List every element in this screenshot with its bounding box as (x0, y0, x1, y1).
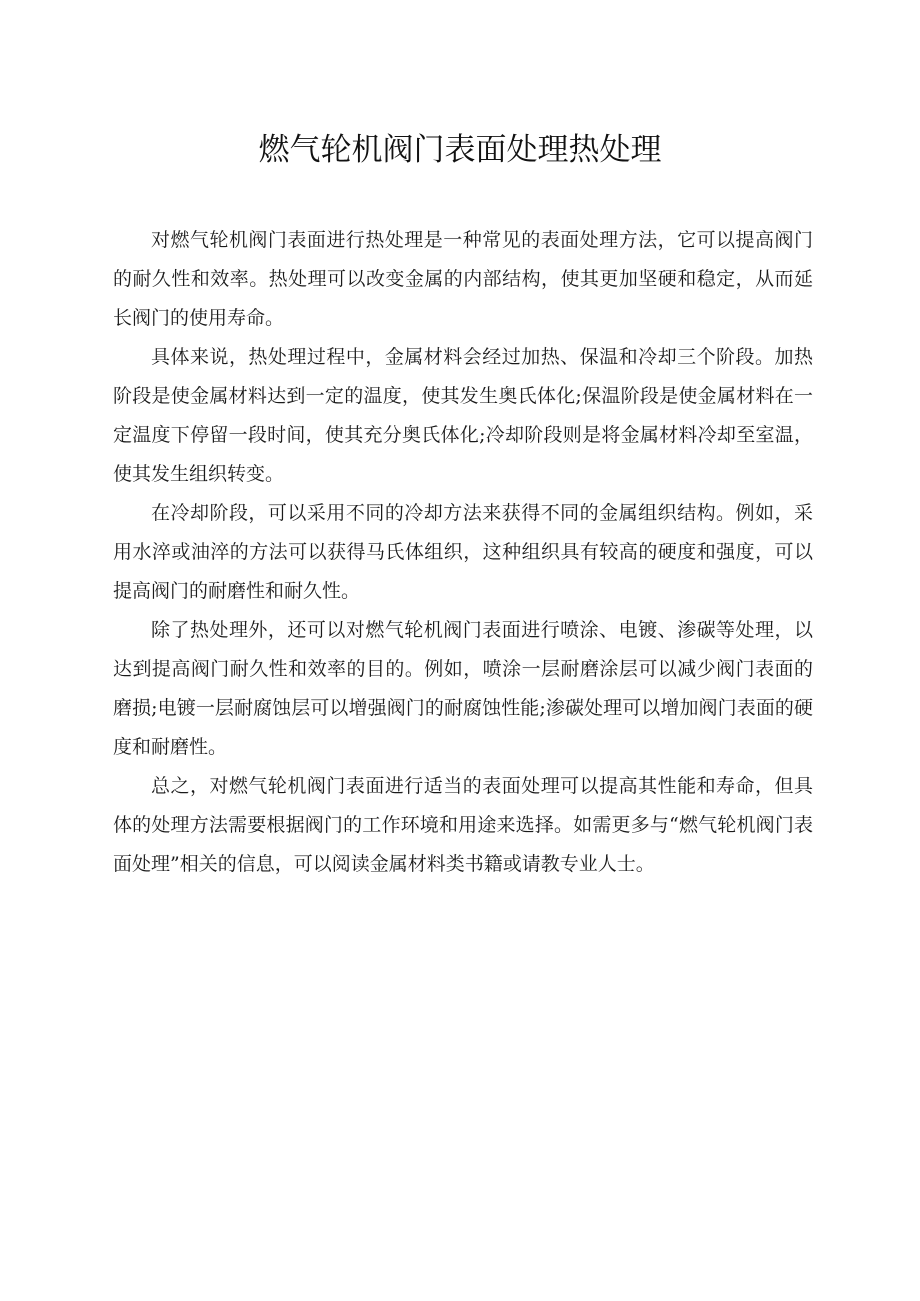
document-title: 燃气轮机阀门表面处理热处理 (258, 132, 662, 168)
document-body (113, 221, 813, 884)
paragraph-2: 具体来说，热处理过程中，金属材料会经过加热、保温和冷却三个阶段。加热阶段是使金属材料达到一定的温度，使其发生奥氏体化;保温阶段是使金属材料在一定温度下停留一段时间，使其充分奥氏体化;冷却阶段则是将金属材料冷却至室温，使其发生组织转变。 (113, 346, 813, 485)
paragraph-3: 在冷却阶段，可以采用不同的冷却方法来获得不同的金属组织结构。例如，采用水淬或油淬的方法可以获得马氏体组织，这种组织具有较高的硬度和强度，可以提高阀门的耐磨性和耐久性。 (113, 502, 813, 602)
paragraph-1: 对燃气轮机阀门表面进行热处理是一种常见的表面处理方法，它可以提高阀门的耐久性和效率。热处理可以改变金属的内部结构，使其更加坚硬和稳定，从而延长阀门的使用寿命。 (113, 229, 813, 329)
paragraph-4: 除了热处理外，还可以对燃气轮机阀门表面进行喷涂、电镀、渗碳等处理，以达到提高阀门耐久性和效率的目的。例如，喷涂一层耐磨涂层可以减少阀门表面的磨损;电镀一层耐腐蚀层可以增强阀门的耐腐蚀性能;渗碳处理可以增加阀门表面的硬度和耐磨性。 (113, 619, 813, 758)
paragraph-5: 总之，对燃气轮机阀门表面进行适当的表面处理可以提高其性能和寿命，但具体的处理方法需要根据阀门的工作环境和用途来选择。如需更多与“燃气轮机阀门表面处理”相关的信息，可以阅读金属材料类书籍或请教专业人士。 (113, 775, 813, 875)
